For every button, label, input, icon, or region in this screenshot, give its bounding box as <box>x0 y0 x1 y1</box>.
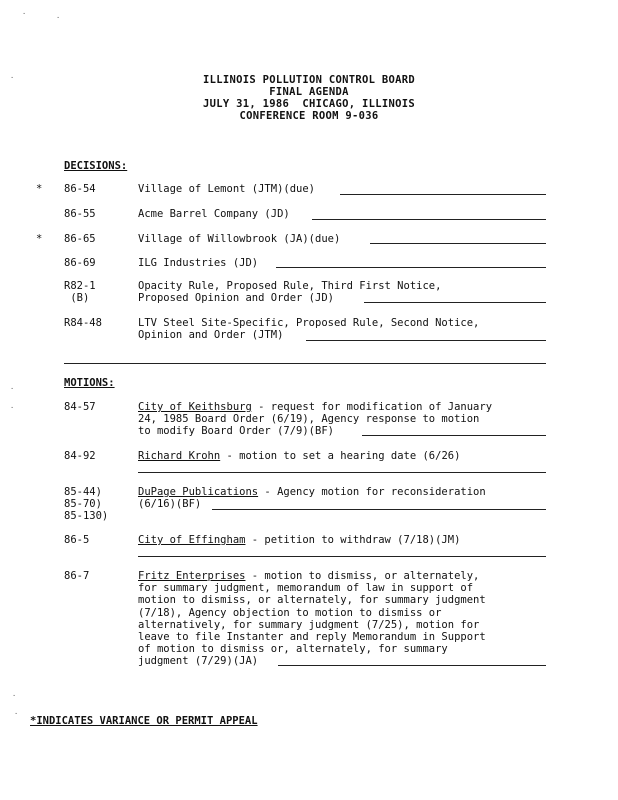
scan-speck: · <box>22 10 27 18</box>
scan-speck: · <box>12 692 17 700</box>
docket-number: 86-69 <box>64 257 96 269</box>
motion-party: Richard Krohn <box>138 450 221 462</box>
docket-number: R84-48 <box>64 317 102 329</box>
section-divider <box>64 363 546 364</box>
decisions-heading: DECISIONS: <box>64 160 128 172</box>
signature-line <box>312 219 546 220</box>
signature-line <box>138 556 546 557</box>
decision-text: LTV Steel Site-Specific, Proposed Rule, Second Notice, Opinion and Order (JTM) <box>138 317 480 342</box>
motion-party: Fritz Enterprises <box>138 570 246 582</box>
conference-room: CONFERENCE ROOM 9-036 <box>239 110 379 122</box>
docket-number: 86-5 <box>64 534 90 546</box>
scan-speck: · <box>14 710 19 718</box>
signature-line <box>370 243 546 244</box>
signature-line <box>138 472 546 473</box>
motion-description: - motion to dismiss, or alternately, for summary judgment, memorandum of law in support of motion to dismiss, or alternately, for summary judgment (7/18), Agency objection to motion to dismiss or alternatively, for summary judgment (7/25), motion for leave to file Instanter and reply Memorandum in Support of motion to dismiss or, alternately, for summary judgment (7/29)(JA) <box>138 570 486 668</box>
agenda-title: FINAL AGENDA <box>269 86 349 98</box>
decision-text: Village of Lemont (JTM)(due) <box>138 183 316 195</box>
signature-line <box>278 665 546 666</box>
decision-text: ILG Industries (JD) <box>138 257 259 269</box>
docket-number: 86-55 <box>64 208 96 220</box>
decision-text: Village of Willowbrook (JA)(due) <box>138 233 341 245</box>
motion-party: City of Effingham <box>138 534 246 546</box>
scan-speck: · <box>10 385 15 393</box>
scan-speck: · <box>56 14 61 22</box>
docket-number: 84-92 <box>64 450 96 462</box>
decision-text: Acme Barrel Company (JD) <box>138 208 290 220</box>
signature-line <box>364 302 546 303</box>
motion-party: DuPage Publications <box>138 486 259 498</box>
docket-number: 84-57 <box>64 401 96 413</box>
signature-line <box>306 340 546 341</box>
docket-number: 86-54 <box>64 183 96 195</box>
motion-description: - request for modification of January 24, 1985 Board Order (6/19), Agency response to motion to modify Board Order (7/9)(BF) <box>138 401 493 438</box>
motion-description: - petition to withdraw (7/18)(JM) <box>245 534 461 546</box>
motions-heading: MOTIONS: <box>64 377 115 389</box>
decision-text: Opacity Rule, Proposed Rule, Third First Notice, Proposed Opinion and Order (JD) <box>138 280 442 305</box>
appeal-marker: * <box>36 183 43 195</box>
motion-text <box>138 450 550 462</box>
appeal-marker: * <box>36 233 43 245</box>
scan-speck: · <box>10 404 15 412</box>
motion-text <box>138 534 550 546</box>
motion-text <box>138 486 550 510</box>
meeting-date-location: JULY 31, 1986 CHICAGO, ILLINOIS <box>203 98 415 110</box>
footnote: *INDICATES VARIANCE OR PERMIT APPEAL <box>30 715 258 727</box>
motion-text <box>138 570 550 668</box>
signature-line <box>276 267 546 268</box>
motion-description: - Agency motion for reconsideration (6/16)(BF) <box>138 486 486 511</box>
signature-line <box>212 509 546 510</box>
board-name: ILLINOIS POLLUTION CONTROL BOARD <box>203 74 415 86</box>
docket-number: 86-65 <box>64 233 96 245</box>
motion-text <box>138 401 550 438</box>
signature-line <box>340 194 546 195</box>
motion-description: - motion to set a hearing date (6/26) <box>220 450 461 462</box>
scan-speck: · <box>10 74 15 82</box>
motion-party: City of Keithsburg <box>138 401 252 413</box>
docket-number: R82-1 (B) <box>64 280 96 305</box>
docket-number: 86-7 <box>64 570 90 582</box>
signature-line <box>362 435 546 436</box>
docket-number: 85-44) 85-70) 85-130) <box>64 486 109 523</box>
